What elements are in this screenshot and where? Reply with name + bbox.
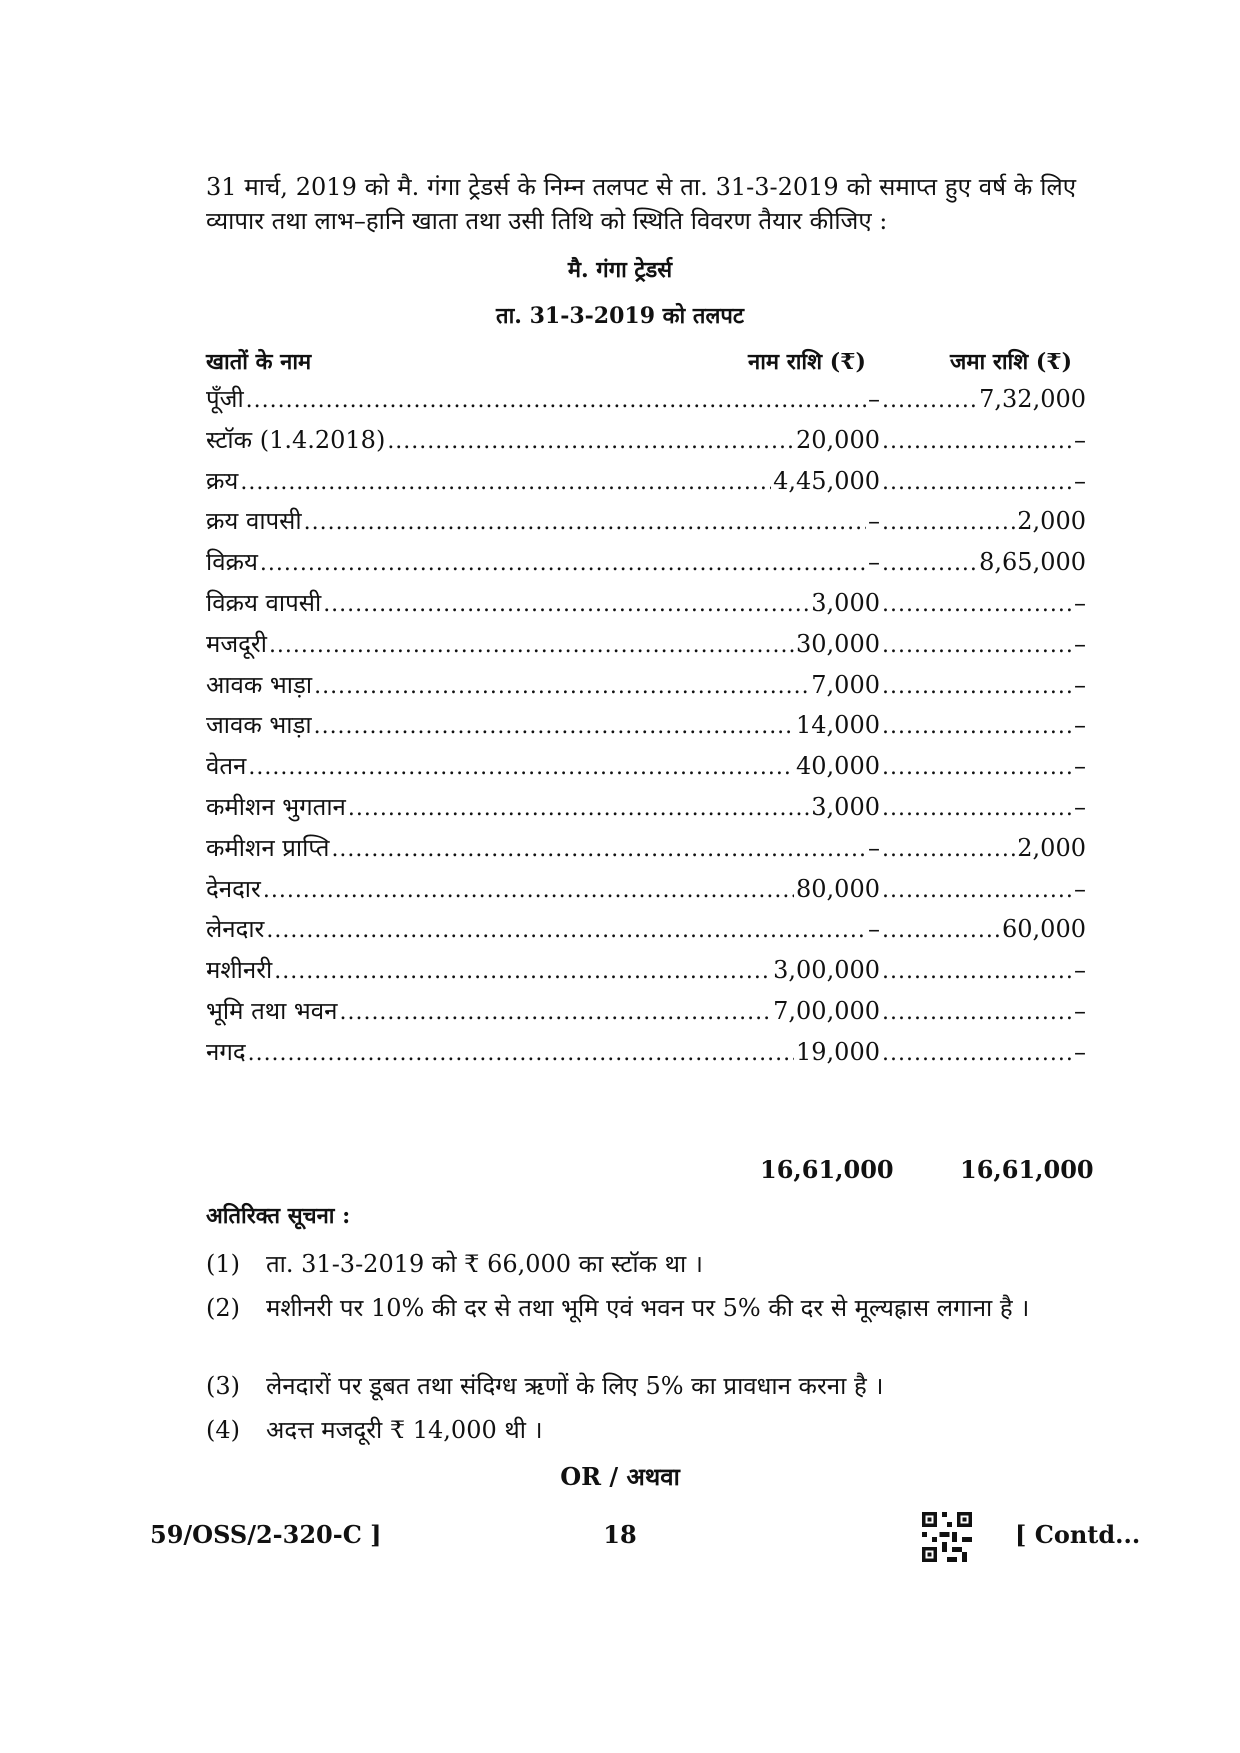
- debit-amount: –: [868, 548, 880, 577]
- firm-name: मै. गंगा ट्रेडर्स: [567, 257, 673, 283]
- note-text: लेनदारों पर डूबत तथा संदिग्ध ऋणों के लिए 5% का प्रावधान करना है ।: [266, 1372, 884, 1400]
- credit-amount: –: [1074, 874, 1086, 903]
- debit-amount: 3,000: [811, 793, 880, 821]
- leader-dots: [882, 429, 1072, 454]
- leader-dots: [882, 592, 1072, 617]
- leader-dots: [882, 1000, 1072, 1025]
- leader-dots: [246, 388, 866, 413]
- account-name: विक्रय: [206, 548, 258, 577]
- account-name: विक्रय वापसी: [206, 589, 322, 617]
- debit-amount: 20,000: [796, 425, 880, 454]
- total-debit: 16,61,000: [760, 1155, 894, 1184]
- note-number: (3): [206, 1372, 240, 1400]
- account-name: मशीनरी: [206, 956, 273, 985]
- account-name: जावक भाड़ा: [206, 711, 312, 740]
- leader-dots: [882, 470, 1072, 495]
- header-account: खातों के नाम: [206, 349, 312, 375]
- debit-amount: –: [868, 507, 880, 536]
- account-name: भूमि तथा भवन: [206, 997, 338, 1025]
- or-divider: OR / अथवा: [560, 1462, 680, 1491]
- leader-dots: [882, 633, 1072, 658]
- trial-balance-row: [206, 912, 1086, 946]
- debit-amount: 3,00,000: [773, 956, 880, 985]
- credit-amount: –: [1074, 752, 1086, 781]
- account-name: लेनदार: [206, 915, 265, 944]
- account-name: देनदार: [206, 874, 261, 903]
- account-name: आवक भाड़ा: [206, 670, 313, 699]
- debit-amount: 4,45,000: [773, 466, 880, 495]
- trial-balance-row: [206, 831, 1086, 865]
- leader-dots: [248, 755, 794, 780]
- leader-dots: [269, 633, 794, 658]
- note-text: ता. 31-3-2019 को ₹ 66,000 का स्टॉक था ।: [266, 1250, 703, 1278]
- debit-amount: 14,000: [796, 711, 880, 740]
- leader-dots: [348, 796, 809, 821]
- debit-amount: 3,000: [811, 589, 880, 617]
- debit-amount: –: [868, 385, 880, 413]
- debit-amount: 30,000: [796, 629, 880, 658]
- trial-balance-row: [206, 586, 1086, 620]
- paper-code: 59/OSS/2-320-C ]: [150, 1520, 382, 1549]
- trial-balance-row: [206, 749, 1086, 783]
- trial-balance-row: [206, 1035, 1086, 1069]
- account-name: स्टॉक (1.4.2018): [206, 425, 386, 454]
- leader-dots: [274, 959, 771, 984]
- leader-dots: [882, 714, 1072, 739]
- trial-balance-row: [206, 872, 1086, 906]
- header-debit: नाम राशि (₹): [748, 349, 866, 375]
- trial-balance-row: [206, 464, 1086, 498]
- credit-amount: –: [1074, 629, 1086, 658]
- note-item: [206, 1370, 1076, 1402]
- leader-dots: [260, 551, 866, 576]
- total-credit: 16,61,000: [960, 1155, 1094, 1184]
- page-number: 18: [603, 1520, 637, 1549]
- credit-amount: 2,000: [1017, 833, 1086, 862]
- leader-dots: [263, 878, 794, 903]
- trial-balance-row: [206, 708, 1086, 742]
- debit-amount: –: [868, 915, 880, 944]
- account-name: वेतन: [206, 752, 247, 781]
- leader-dots: [882, 510, 1015, 535]
- leader-dots: [882, 551, 977, 576]
- debit-amount: –: [868, 833, 880, 862]
- leader-dots: [323, 592, 809, 617]
- account-name: क्रय वापसी: [206, 507, 302, 536]
- trial-balance-row: [206, 504, 1086, 538]
- note-text: अदत्त मजदूरी ₹ 14,000 थी ।: [266, 1416, 543, 1444]
- note-item: [206, 1414, 1076, 1446]
- leader-dots: [882, 674, 1072, 699]
- debit-amount: 80,000: [796, 874, 880, 903]
- continued-label: [ Contd...: [1015, 1520, 1141, 1549]
- note-number: (2): [206, 1294, 240, 1322]
- credit-amount: 7,32,000: [979, 385, 1086, 413]
- leader-dots: [882, 837, 1015, 862]
- debit-amount: 7,000: [811, 670, 880, 699]
- leader-dots: [304, 510, 866, 535]
- leader-dots: [266, 918, 866, 943]
- leader-dots: [882, 878, 1072, 903]
- credit-amount: 60,000: [1002, 915, 1086, 944]
- credit-amount: –: [1074, 956, 1086, 985]
- leader-dots: [882, 388, 977, 413]
- trial-balance-row: [206, 994, 1086, 1028]
- leader-dots: [314, 674, 809, 699]
- leader-dots: [387, 429, 794, 454]
- leader-dots: [248, 1041, 794, 1066]
- leader-dots: [882, 918, 1000, 943]
- leader-dots: [882, 1041, 1072, 1066]
- qr-code-icon: [922, 1512, 972, 1562]
- credit-amount: –: [1074, 793, 1086, 821]
- trial-balance-title: ता. 31-3-2019 को तलपट: [496, 303, 744, 329]
- note-text: मशीनरी पर 10% की दर से तथा भूमि एवं भवन पर 5% की दर से मूल्यह्रास लगाना है ।: [266, 1294, 1030, 1322]
- header-credit: जमा राशि (₹): [950, 349, 1072, 375]
- trial-balance-row: [206, 953, 1086, 987]
- note-number: (4): [206, 1416, 240, 1444]
- account-name: पूँजी: [206, 385, 244, 413]
- debit-amount: 40,000: [796, 752, 880, 781]
- trial-balance-row: [206, 423, 1086, 457]
- trial-balance-row: [206, 545, 1086, 579]
- account-name: कमीशन प्राप्ति: [206, 833, 330, 862]
- note-item: [206, 1292, 1076, 1324]
- leader-dots: [882, 959, 1072, 984]
- trial-balance-row: [206, 627, 1086, 661]
- leader-dots: [882, 796, 1072, 821]
- account-name: नगद: [206, 1037, 246, 1066]
- debit-amount: 7,00,000: [773, 997, 880, 1025]
- credit-amount: –: [1074, 997, 1086, 1025]
- account-name: कमीशन भुगतान: [206, 793, 346, 821]
- leader-dots: [240, 470, 771, 495]
- leader-dots: [314, 714, 794, 739]
- credit-amount: –: [1074, 589, 1086, 617]
- additional-info-title: अतिरिक्त सूचना :: [206, 1203, 351, 1229]
- credit-amount: –: [1074, 1037, 1086, 1066]
- note-item: [206, 1248, 1076, 1280]
- trial-balance-row: [206, 668, 1086, 702]
- credit-amount: 2,000: [1017, 507, 1086, 536]
- credit-amount: –: [1074, 670, 1086, 699]
- credit-amount: –: [1074, 425, 1086, 454]
- leader-dots: [339, 1000, 771, 1025]
- debit-amount: 19,000: [796, 1037, 880, 1066]
- account-name: क्रय: [206, 466, 239, 495]
- account-name: मजदूरी: [206, 629, 267, 658]
- question-intro: 31 मार्च, 2019 को मै. गंगा ट्रेडर्स के निम्न तलपट से ता. 31-3-2019 को समाप्त हुए वर्ष के लिए व्यापार तथा लाभ–हानि खाता तथा उसी तिथि को स्थिति विवरण तैयार कीजिए :: [206, 173, 1076, 235]
- trial-balance-row: [206, 382, 1086, 416]
- credit-amount: –: [1074, 466, 1086, 495]
- note-number: (1): [206, 1250, 240, 1278]
- trial-balance-row: [206, 790, 1086, 824]
- credit-amount: 8,65,000: [979, 548, 1086, 577]
- credit-amount: –: [1074, 711, 1086, 740]
- leader-dots: [331, 837, 866, 862]
- leader-dots: [882, 755, 1072, 780]
